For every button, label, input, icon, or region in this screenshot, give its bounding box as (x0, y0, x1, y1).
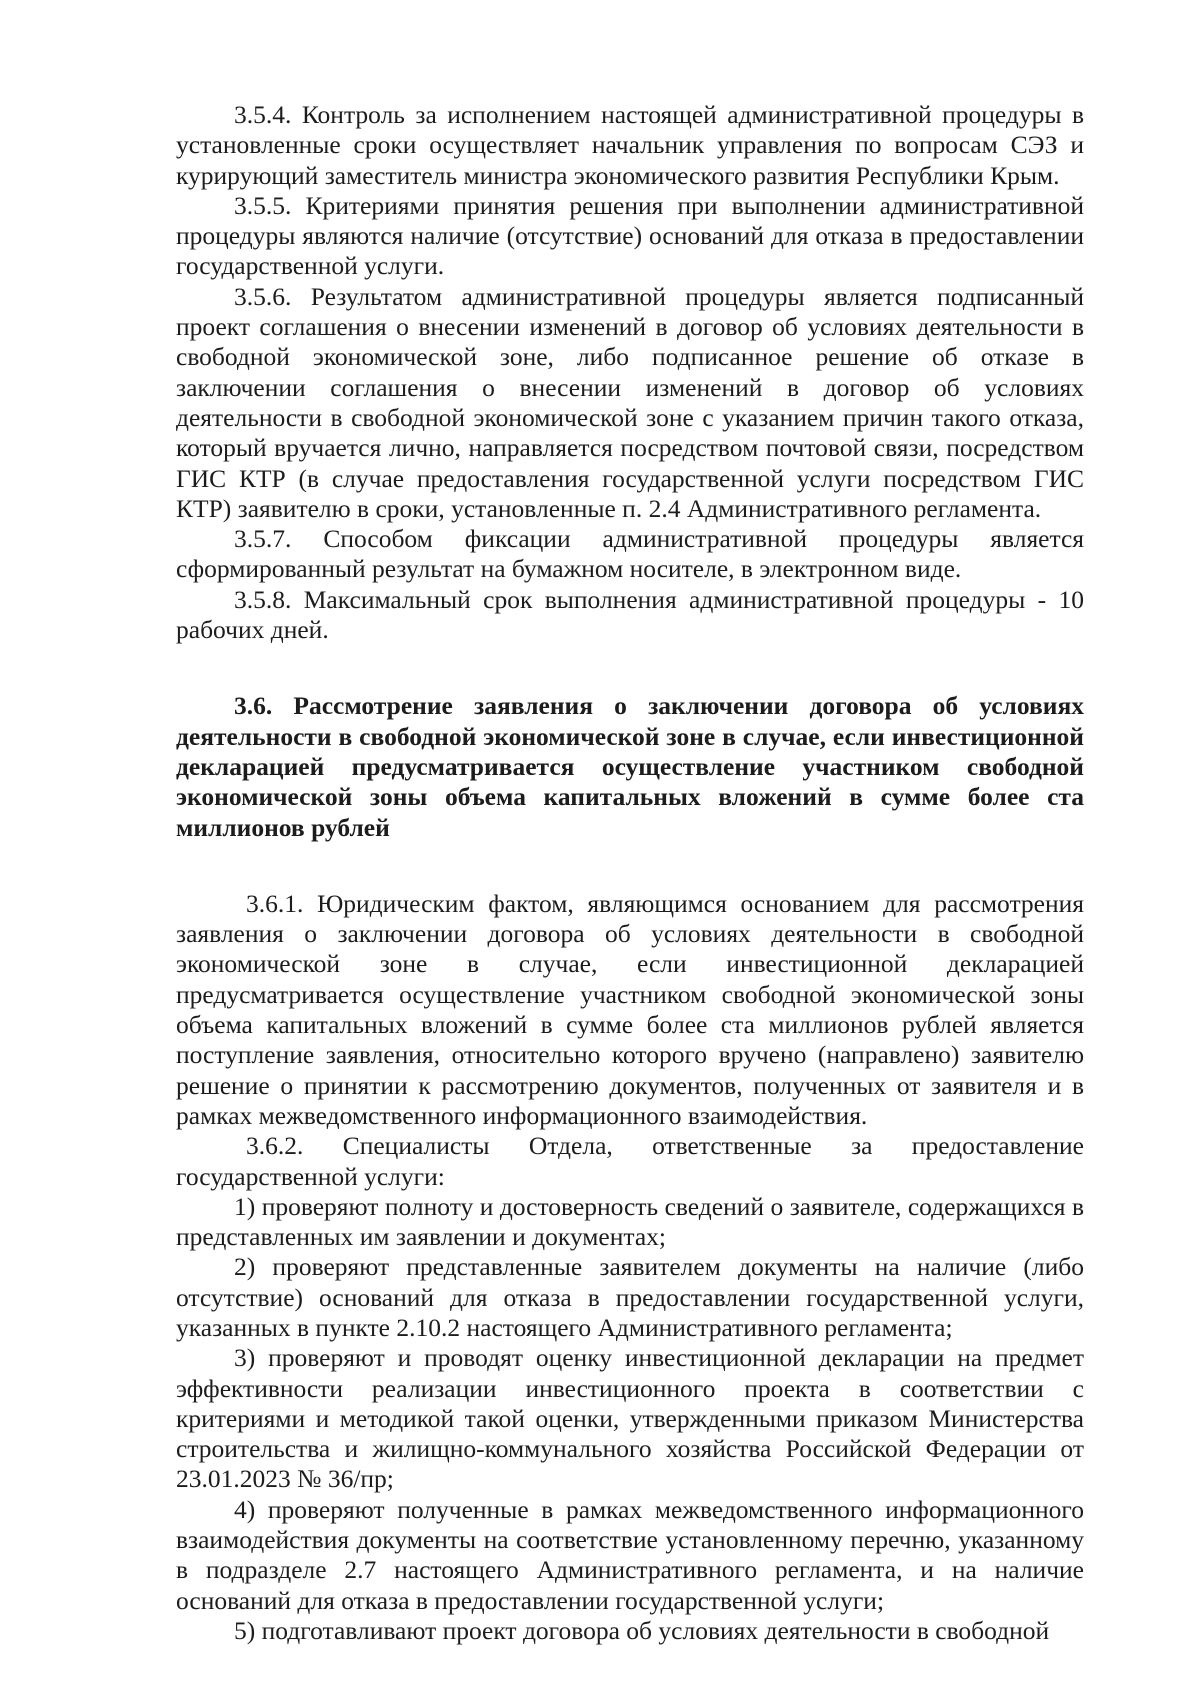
section-heading-3-6: 3.6. Рассмотрение заявления о заключении договора об условиях деятельности в свободной экономической зоне в случае, если инвестиционной декларацией предусматривается осуществление участником свободной экономической зоны объема капитальных вложений в сумме более ста миллионов рублей (176, 691, 1084, 842)
list-item-5: 5) подготавливают проект договора об условиях деятельности в свободной (234, 1615, 1050, 1645)
paragraph-3-5-5: 3.5.5. Критериями принятия решения при выполнении административной процедуры являются наличие (отсутствие) оснований для отказа в предоставлении государственной услуги. (176, 190, 1084, 281)
paragraph-3-5-8: 3.5.8. Максимальный срок выполнения административной процедуры - 10 рабочих дней. (176, 584, 1084, 645)
paragraph-3-6-2: 3.6.2. Специалисты Отдела, ответственные за предоставление государственной услуги: (176, 1131, 1084, 1191)
paragraph-3-5-4: 3.5.4. Контроль за исполнением настоящей административной процедуры в установленные сроки осуществляет начальник управления по вопросам СЭЗ и курирующий заместитель министра экономического развития Республики Крым. (176, 100, 1084, 190)
list-item-1: 1) проверяют полноту и достоверность сведений о заявителе, содержащихся в представленных им заявлении и документах; (176, 1191, 1084, 1252)
list-item-3: 3) проверяют и проводят оценку инвестиционной декларации на предмет эффективности реализации инвестиционного проекта в соответствии с критериями и методикой такой оценки, утвержденными приказом Министерства строительства и жилищно-коммунального хозяйства Российской Федерации от 23.01.2023 № 36/пр; (176, 1343, 1084, 1494)
paragraph-3-5-6: 3.5.6. Результатом административной процедуры является подписанный проект соглашения о внесении изменений в договор об условиях деятельности в свободной экономической зоне, либо подписанное решение об отказе в заключении соглашения о внесении изменений в договор об условиях деятельности в свободной экономической зоне с указанием причин такого отказа, который вручается лично, направляется посредством почтовой связи, посредством ГИС КТР (в случае предоставления государственной услуги посредством ГИС КТР) заявителю в сроки, установленные п. 2.4 Административного регламента. (176, 281, 1084, 523)
list-item-4: 4) проверяют полученные в рамках межведомственного информационного взаимодействия документы на соответствие установленному перечню, указанному в подразделе 2.7 настоящего Административного регламента, и на наличие оснований для отказа в предоставлении государственной услуги; (176, 1494, 1084, 1615)
paragraph-3-5-7: 3.5.7. Способом фиксации административной процедуры является сформированный результат на бумажном носителе, в электронном виде. (176, 524, 1084, 584)
document-body (176, 100, 1084, 1646)
list-item-2: 2) проверяют представленные заявителем документы на наличие (либо отсутствие) оснований для отказа в предоставлении государственной услуги, указанных в пункте 2.10.2 настоящего Административного регламента; (176, 1252, 1084, 1342)
paragraph-3-6-1: 3.6.1. Юридическим фактом, являющимся основанием для рассмотрения заявления о заключении договора об условиях деятельности в свободной экономической зоне в случае, если инвестиционной декларацией предусматривается осуществление участником свободной экономической зоны объема капитальных вложений в сумме более ста миллионов рублей является поступление заявления, относительно которого вручено (направлено) заявителю решение о принятии к рассмотрению документов, полученных от заявителя и в рамках межведомственного информационного взаимодействия. (176, 888, 1084, 1130)
